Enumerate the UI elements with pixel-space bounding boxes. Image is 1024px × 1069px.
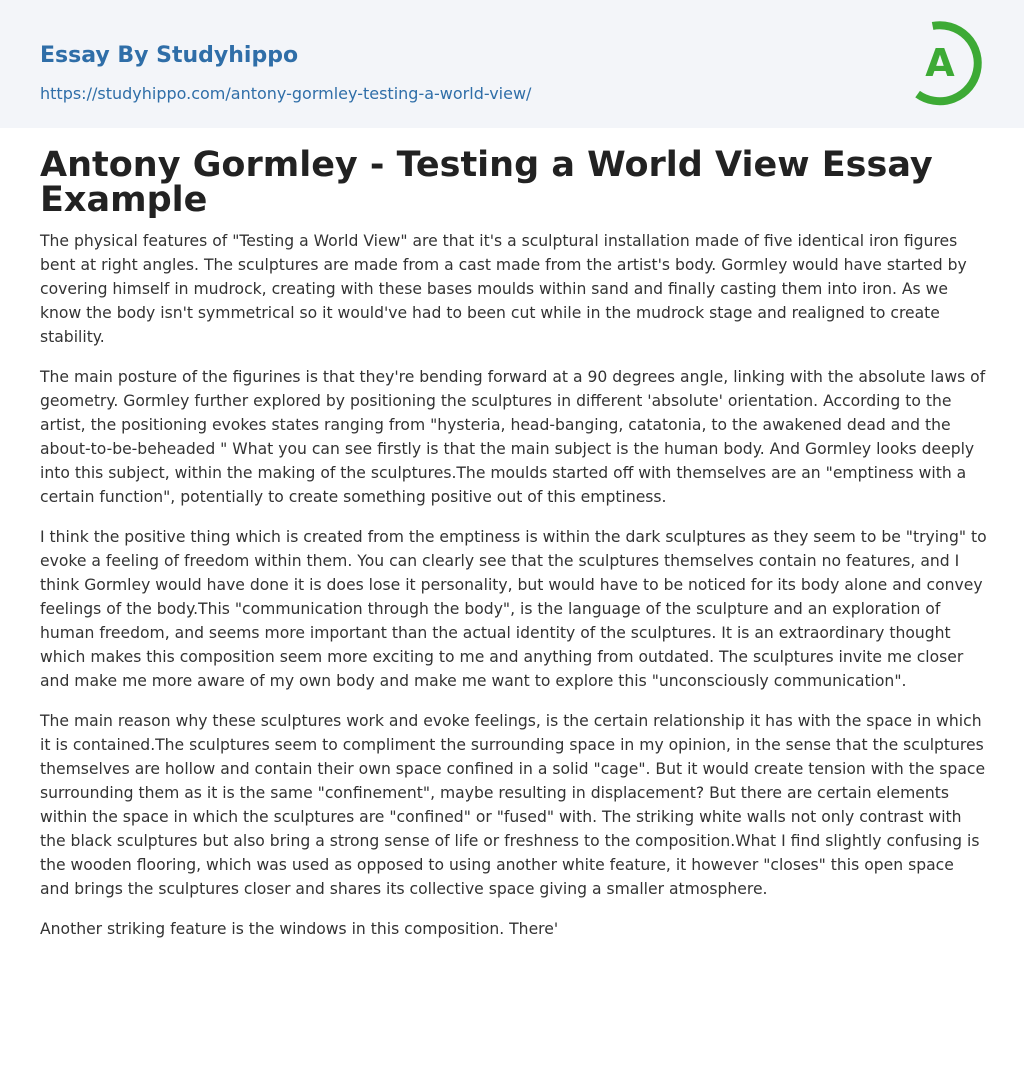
studyhippo-logo-icon[interactable] xyxy=(896,18,988,110)
paragraph-4: The main reason why these sculptures work and evoke feelings, is the certain relationship it has with the space in which it is contained.The sculptures seem to compliment the surrounding space in my opinion, in the sense that the sculptures themselves are hollow and contain their own space confined in a solid "cage". But it would create tension with the space surrounding them as it is the same "confinement", maybe resulting in displacement? But there are certain elements within the space in which the sculptures are "confined" or "fused" with. The striking white walls not only contrast with the black sculptures but also bring a strong sense of life or freshness to the composition.What I find slightly confusing is the wooden flooring, which was used as opposed to using another white feature, it however "closes" this open space and brings the sculptures closer and shares its collective space giving a smaller atmosphere. xyxy=(40,712,986,898)
logo-letter: A xyxy=(925,41,955,85)
paragraph-2: The main posture of the figurines is that they're bending forward at a 90 degrees angle, linking with the absolute laws of geometry. Gormley further explored by positioning the sculptures in different 'absolute' orientation. According to the artist, the positioning evokes states ranging from "hysteria, head-banging, catatonia, to the awakened dead and the about-to-be-beheaded " What you can see firstly is that the main subject is the human body. And Gormley looks deeply into this subject, within the making of the sculptures.The moulds started off with themselves are an "emptiness with a certain function", potentially to create something positive out of this emptiness. xyxy=(40,368,986,506)
essay-url-link[interactable]: https://studyhippo.com/antony-gormley-testing-a-world-view/ xyxy=(40,84,532,103)
paragraph-3: I think the positive thing which is created from the emptiness is within the dark sculptures as they seem to be "trying" to evoke a feeling of freedom within them. You can clearly see that the sculptures themselves contain no features, and I think Gormley would have done it is does lose it personality, but would have to be noticed for its body alone and convey feelings of the body.This "communication through the body", is the language of the sculpture and an exploration of human freedom, and seems more important than the actual identity of the sculptures. It is an extraordinary thought which makes this composition seem more exciting to me and anything from outdated. The sculptures invite me closer and make me more aware of my own body and make me want to explore this "unconsciously communication". xyxy=(40,528,987,690)
site-brand[interactable]: Essay By Studyhippo xyxy=(40,43,299,68)
article-body xyxy=(40,229,987,957)
paragraph-1: The physical features of "Testing a World View" are that it's a sculptural installation made of five identical iron figures bent at right angles. The sculptures are made from a cast made from the artist's body. Gormley would have started by covering himself in mudrock, creating with these bases moulds within sand and finally casting them into iron. As we know the body isn't symmetrical so it would've had to been cut while in the mudrock stage and realigned to create stability. xyxy=(40,232,967,346)
site-header xyxy=(0,0,1024,128)
article-title: Antony Gormley - Testing a World View Essay Example xyxy=(40,145,933,220)
paragraph-5: Another striking feature is the windows in this composition. There' xyxy=(40,920,559,938)
